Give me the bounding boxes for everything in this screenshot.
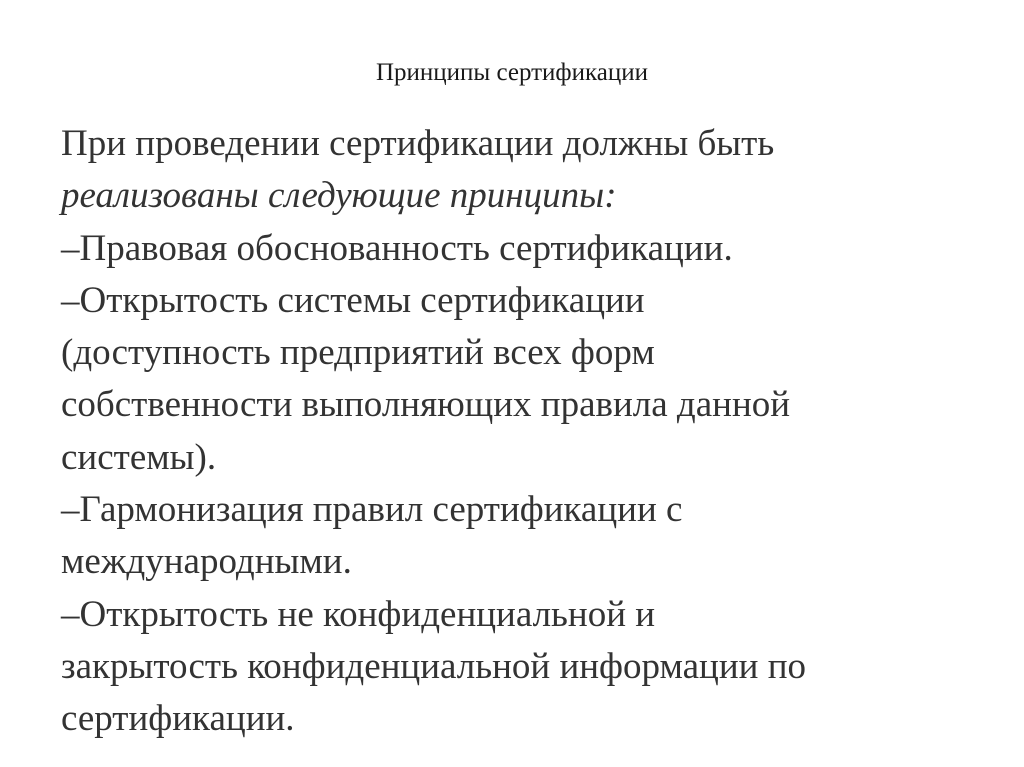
principle-line: –Правовая обоснованность сертификации. xyxy=(61,227,733,269)
principle-line: (доступность предприятий всех форм xyxy=(61,332,655,374)
slide-title: Принципы сертификации xyxy=(375,59,649,86)
principle-item-legal-validity xyxy=(61,223,961,275)
principle-item-harmonization xyxy=(61,484,961,589)
principle-item-confidentiality xyxy=(61,589,961,746)
principle-line: системы). xyxy=(61,436,217,478)
principle-line: –Гармонизация правил сертификации с xyxy=(61,489,683,531)
slide-body xyxy=(61,118,961,746)
intro-line-italic: реализованы следующие принципы: xyxy=(61,175,617,217)
principle-line: сертификации. xyxy=(61,698,295,740)
principle-line: международными. xyxy=(61,541,352,583)
principle-line: –Открытость системы сертификации xyxy=(61,279,645,321)
intro-line: При проведении сертификации должны быть xyxy=(61,123,775,164)
principle-line: –Открытость не конфиденциальной и xyxy=(61,593,656,635)
principle-item-openness xyxy=(61,275,961,484)
principle-line: закрытость конфиденциальной информации по xyxy=(61,645,807,687)
principle-line: собственности выполняющих правила данной xyxy=(61,384,791,426)
